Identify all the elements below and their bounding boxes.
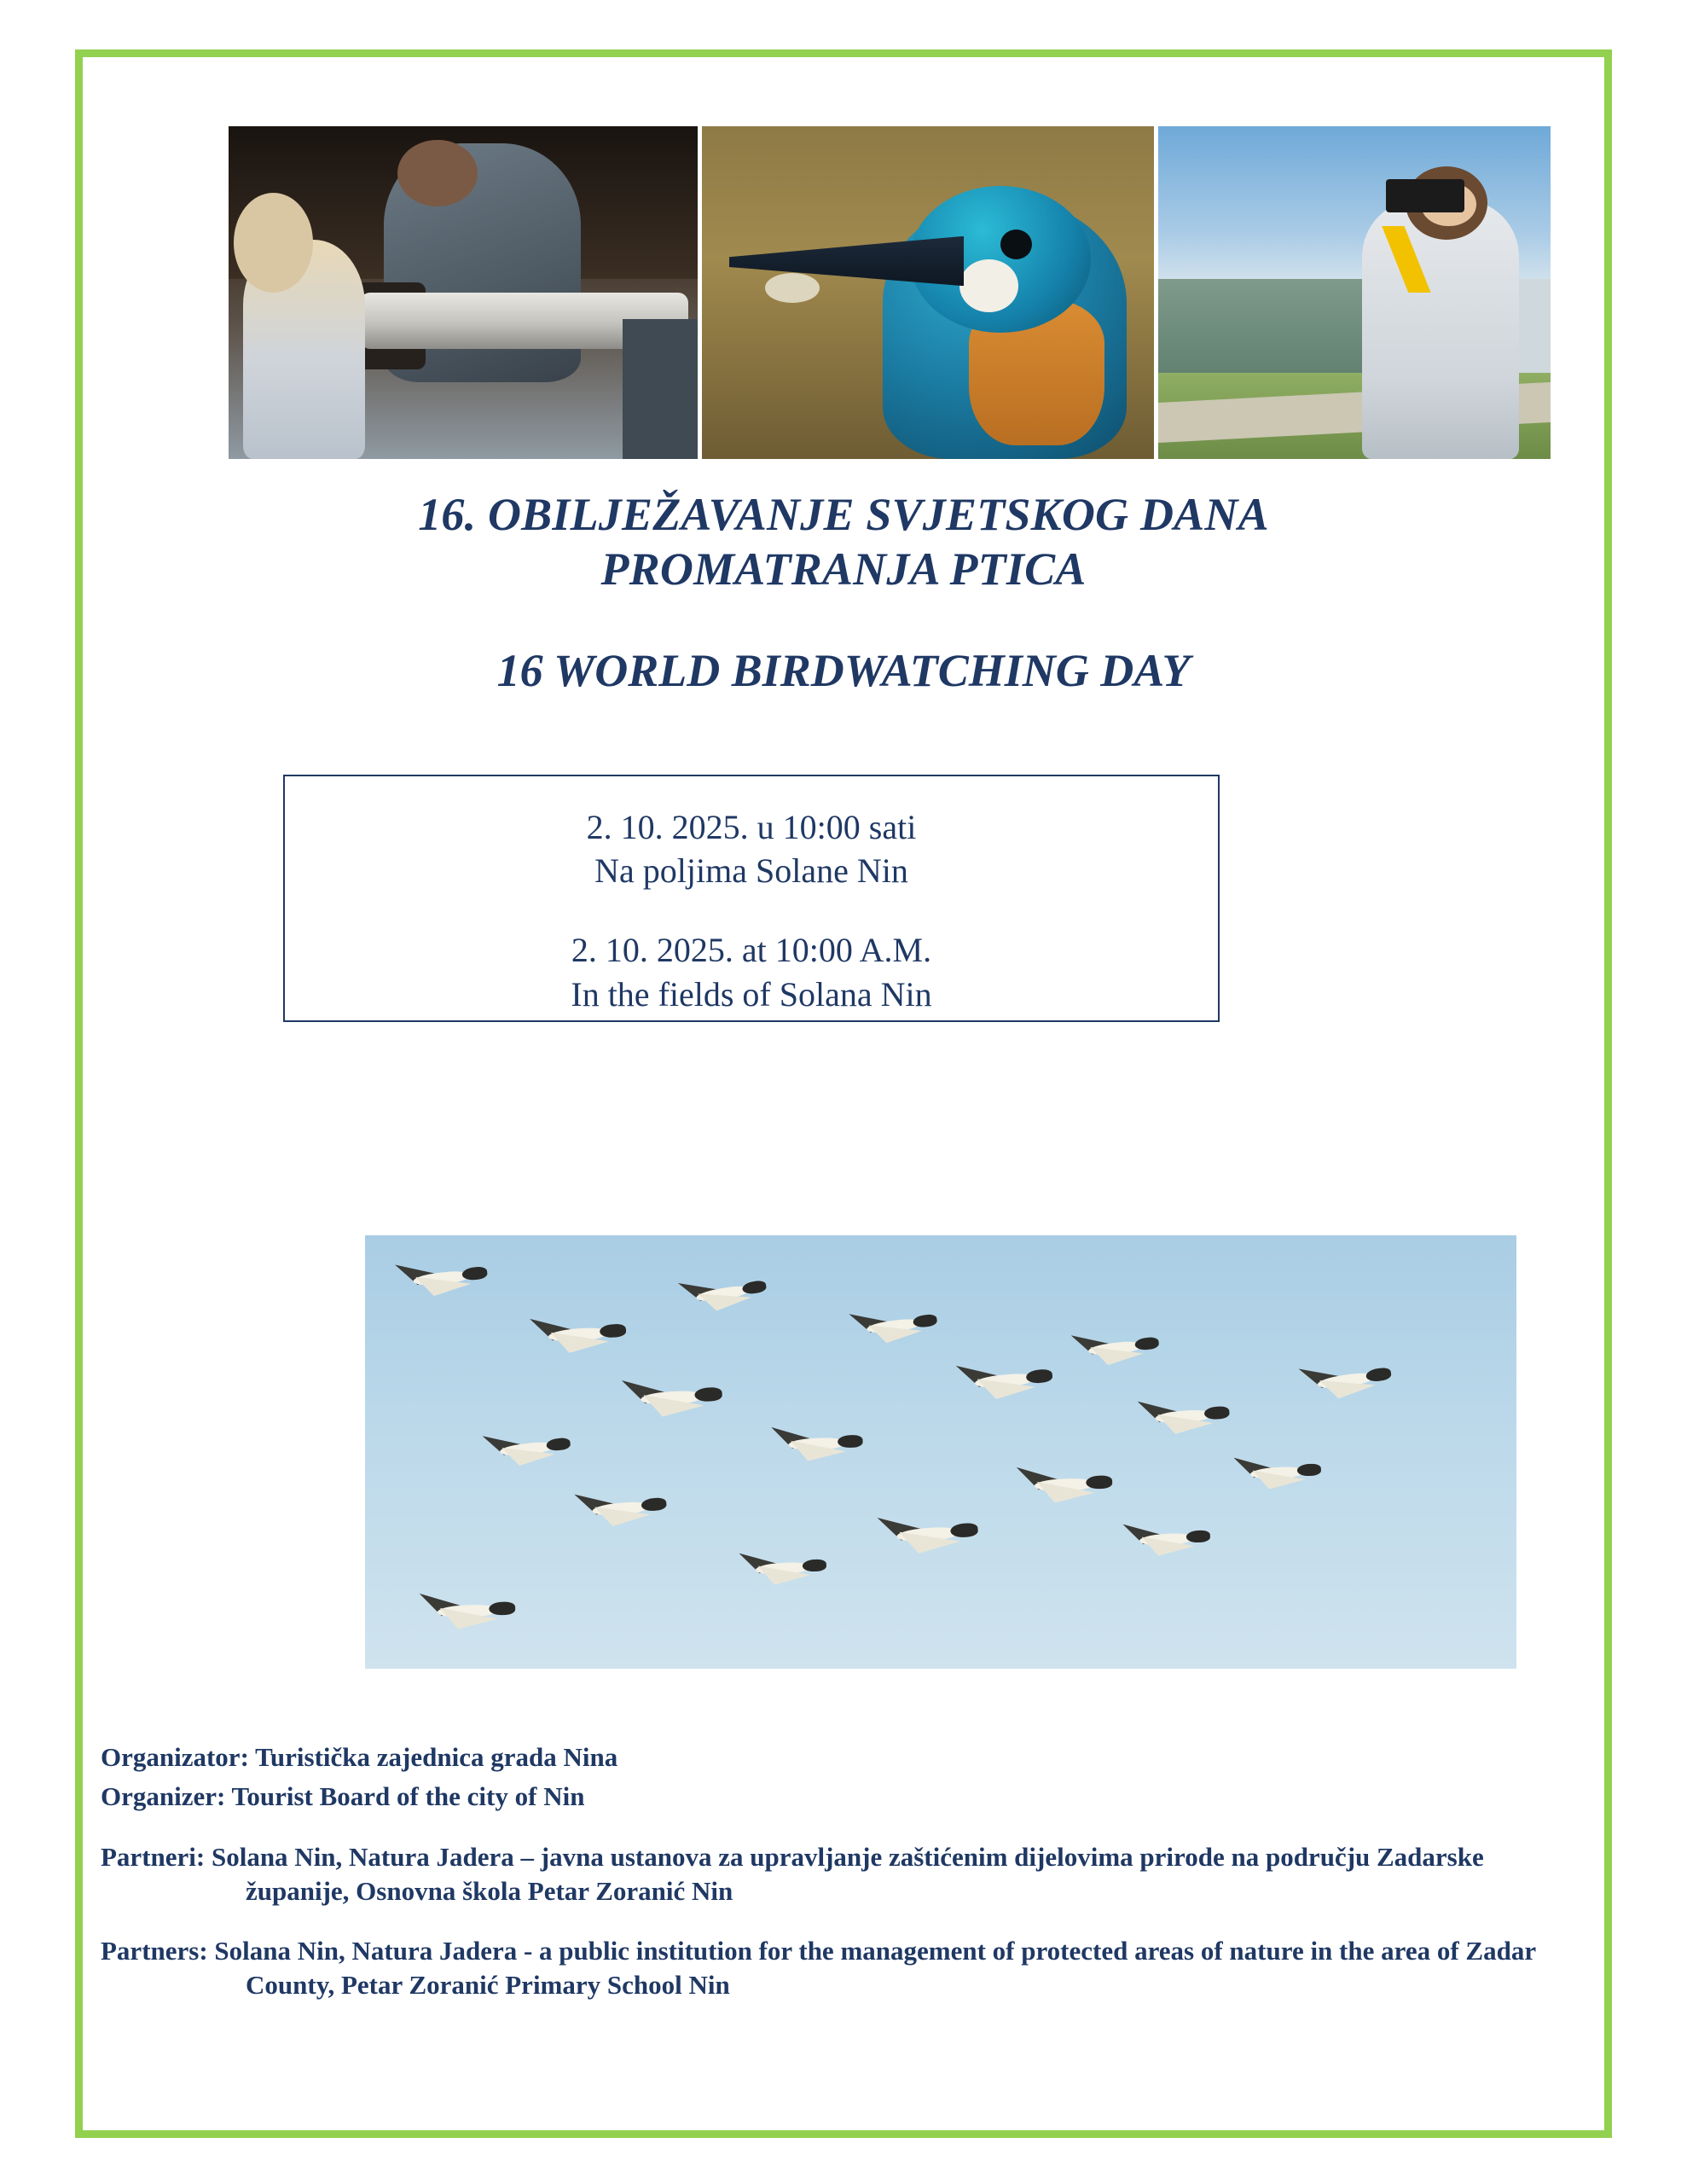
photo1-adult-head — [397, 140, 478, 206]
binoculars-icon — [1386, 179, 1464, 212]
info-spacer — [285, 892, 1218, 928]
bird-shape — [762, 1424, 869, 1463]
bird-shape — [731, 1548, 833, 1588]
event-datetime-croatian: 2. 10. 2025. u 10:00 sati — [586, 808, 917, 846]
photo1-side-figure — [623, 319, 698, 459]
poster-title-block — [94, 488, 1593, 699]
bird-shape — [1226, 1453, 1328, 1492]
poster-content — [94, 68, 1593, 2119]
woman-with-binoculars-photo — [1158, 126, 1551, 459]
organizer-english: Organizer: Tourist Board of the city of Nin — [101, 1781, 585, 1812]
page-title-english: 16 WORLD BIRDWATCHING DAY — [496, 645, 1191, 697]
bird-shape — [1290, 1356, 1400, 1406]
event-place-english: In the fields of Solana Nin — [571, 974, 932, 1014]
title-croatian-line-2: PROMATRANJA PTICA — [600, 543, 1087, 595]
flock-of-flying-birds-photo — [365, 1235, 1516, 1669]
kingfisher-bird-photo — [702, 126, 1154, 459]
organizer-croatian: Organizator: Turistička zajednica grada Nina — [101, 1742, 618, 1772]
bird-shape — [670, 1269, 775, 1318]
page-title-croatian — [94, 488, 1593, 596]
bird-shape — [410, 1590, 522, 1632]
event-details-box — [283, 775, 1220, 1022]
partners-croatian: Partneri: Solana Nin, Natura Jadera – javna ustanova za upravljanje zaštićenim dijelovima prirode na području Zadarske županije, Osnovna škola Petar Zoranić Nin — [101, 1841, 1484, 1906]
bird-shape — [947, 1356, 1060, 1403]
bird-shape — [1129, 1395, 1238, 1438]
bird-shape — [474, 1426, 578, 1471]
photo1-second-child — [234, 193, 314, 293]
bird-shape — [1115, 1519, 1217, 1559]
event-place-croatian: Na poljima Solane Nin — [594, 851, 908, 891]
bird-shape — [841, 1303, 945, 1349]
photo2-bird-cheek — [959, 259, 1018, 312]
photo2-insect-prey — [765, 273, 820, 303]
title-croatian-line-1: 16. OBILJEŽAVANJE SVJETSKOG DANA — [418, 489, 1269, 540]
event-datetime-english: 2. 10. 2025. at 10:00 A.M. — [571, 931, 932, 970]
bird-shape — [521, 1312, 635, 1357]
bird-shape — [386, 1255, 496, 1302]
partners-english: Partners: Solana Nin, Natura Jadera - a public institution for the management of protected areas of nature in the area of Zadar County, Petar Zoranić Primary School Nin — [101, 1936, 1536, 2001]
bird-shape — [868, 1510, 987, 1557]
photographer-with-children-photo — [229, 126, 698, 459]
credits-section — [94, 1740, 1593, 2029]
bird-shape — [1063, 1326, 1167, 1370]
bird-shape — [1007, 1464, 1119, 1506]
photo2-bird-eye — [1000, 229, 1032, 259]
photo-strip — [135, 126, 1552, 468]
bird-shape — [565, 1486, 674, 1531]
bird-shape — [612, 1374, 730, 1420]
